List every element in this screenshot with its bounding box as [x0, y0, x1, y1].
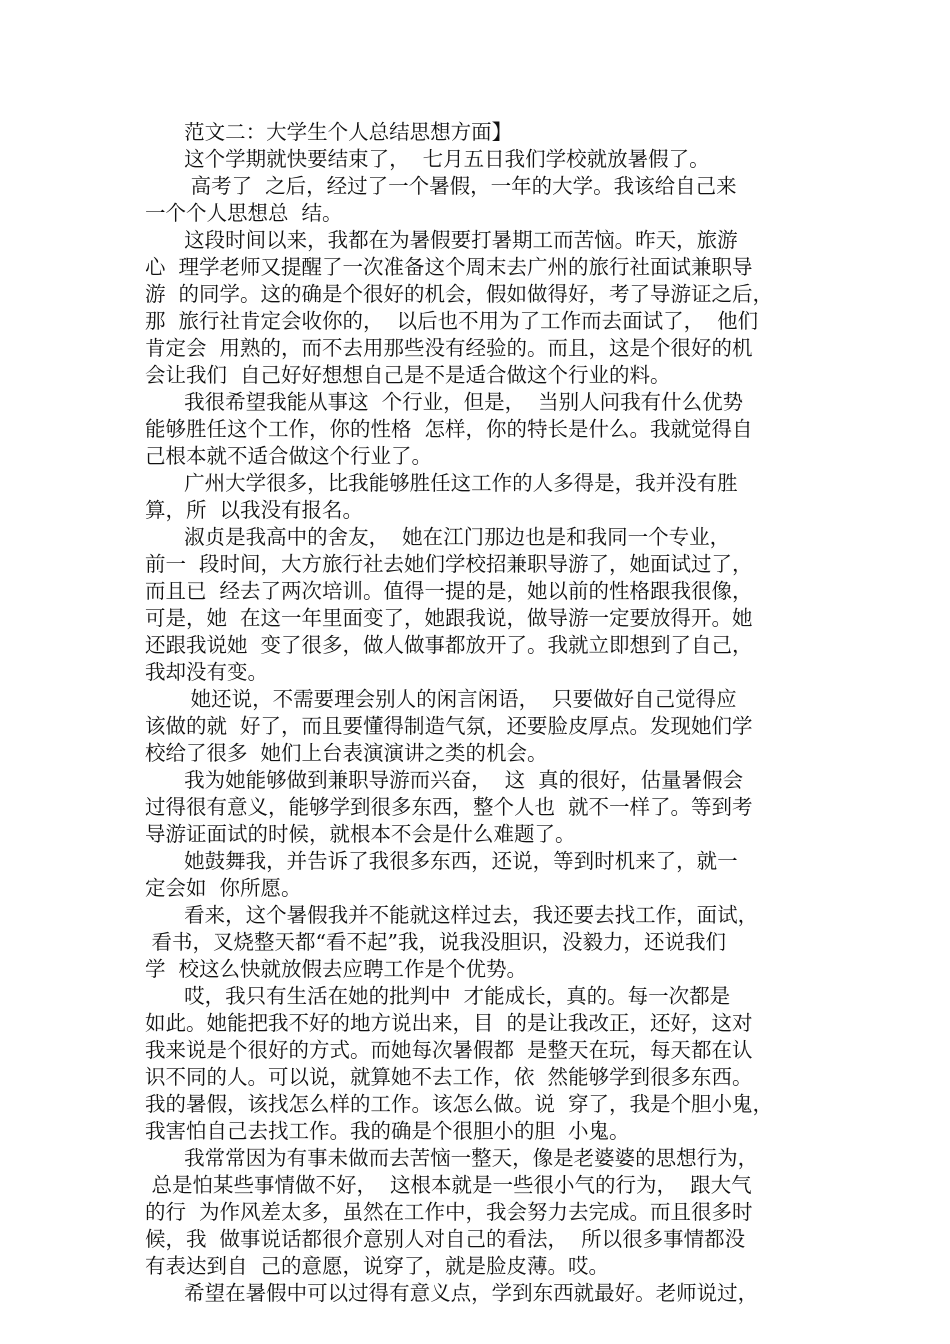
text-line: 总是怕某些事情做不好， 这根本就是一些很小气的行为， 跟大气 [145, 1173, 752, 1197]
text-line: 哎，我只有生活在她的批判中 才能成长，真的。每一次都是 [145, 984, 731, 1008]
text-line: 我害怕自己去找工作。我的确是个很胆小的胆 小鬼。 [145, 1119, 630, 1143]
text-line: 游 的同学。这的确是个很好的机会，假如做得好，考了导游证之后， [145, 282, 774, 306]
text-line: 希望在暑假中可以过得有意义点，学到东西就最好。老师说过， [145, 1281, 759, 1305]
text-line: 可是，她 在这一年里面变了，她跟我说，做导游一定要放得开。她 [145, 606, 753, 630]
text-line: 还跟我说她 变了很多，做人做事都放开了。我就立即想到了自己， [145, 633, 753, 657]
text-line: 会让我们 自己好好想想自己是不是适合做这个行业的料。 [145, 363, 671, 387]
text-line: 有表达到自 己的意愿，说穿了，就是脸皮薄。哎。 [145, 1254, 610, 1278]
text-line: 的行 为作风差太多，虽然在工作中，我会努力去完成。而且很多时 [145, 1200, 753, 1224]
text-line: 我却没有变。 [145, 660, 268, 684]
text-line: 算，所 以我没有报名。 [145, 498, 364, 522]
text-line: 候，我 做事说话都很介意别人对自己的看法， 所以很多事情都没 [145, 1227, 746, 1251]
text-line: 校给了很多 她们上台表演演讲之类的机会。 [145, 741, 548, 765]
text-line: 过得很有意义，能够学到很多东西，整个人也 就不一样了。等到考 [145, 795, 753, 819]
text-line: 一个个人思想总 结。 [145, 201, 343, 225]
text-line: 我很希望我能从事这 个行业，但是， 当别人问我有什么优势 [145, 390, 744, 414]
text-line: 广州大学很多，比我能够胜任这工作的人多得是，我并没有胜 [145, 471, 738, 495]
text-line: 这个学期就快要结束了， 七月五日我们学校就放暑假了。 [145, 147, 710, 171]
text-line: 看来，这个暑假我并不能就这样过去，我还要去找工作，面试， [145, 903, 759, 927]
text-line: 识不同的人。可以说，就算她不去工作，依 然能够学到很多东西。 [145, 1065, 753, 1089]
text-line: 她鼓舞我，并告诉了我很多东西，还说，等到时机来了，就一 [145, 849, 738, 873]
text-line: 学 校这么快就放假去应聘工作是个优势。 [145, 957, 528, 981]
text-line: 己根本就不适合做这个行业了。 [145, 444, 432, 468]
text-line: 我的暑假，该找怎么样的工作。该怎么做。说 穿了，我是个胆小鬼， [145, 1092, 774, 1116]
text-line: 她还说，不需要理会别人的闲言闲语， 只要做好自己觉得应 [145, 687, 737, 711]
text-line: 而且已 经去了两次培训。值得一提的是，她以前的性格跟我很像， [145, 579, 753, 603]
text-line: 我为她能够做到兼职导游而兴奋， 这 真的很好，估量暑假会 [145, 768, 744, 792]
text-line: 导游证面试的时候，就根本不会是什么难题了。 [145, 822, 576, 846]
text-line: 范文二：大学生个人总结思想方面】 [145, 120, 513, 144]
text-line: 心 理学老师又提醒了一次准备这个周末去广州的旅行社面试兼职导 [145, 255, 753, 279]
text-line: 这段时间以来，我都在为暑假要打暑期工而苦恼。昨天，旅游 [145, 228, 738, 252]
text-line: 我来说是个很好的方式。而她每次暑假都 是整天在玩，每天都在认 [145, 1038, 753, 1062]
text-line: 高考了 之后，经过了一个暑假，一年的大学。我该给自己来 [145, 174, 737, 198]
text-line: 该做的就 好了，而且要懂得制造气氛，还要脸皮厚点。发现她们学 [145, 714, 753, 738]
text-line: 能够胜任这个工作，你的性格 怎样，你的特长是什么。我就觉得自 [145, 417, 753, 441]
text-line: 前一 段时间，大方旅行社去她们学校招兼职导游了，她面试过了， [145, 552, 753, 576]
text-line: 那 旅行社肯定会收你的， 以后也不用为了工作而去面试了， 他们 [145, 309, 759, 333]
text-line: 看书，叉烧整天都“看不起”我，说我没胆识，没毅力，还说我们 [145, 930, 726, 954]
text-line: 定会如 你所愿。 [145, 876, 302, 900]
text-line: 肯定会 用熟的，而不去用那些没有经验的。而且，这是个很好的机 [145, 336, 753, 360]
text-line: 如此。她能把我不好的地方说出来，目 的是让我改正，还好，这对 [145, 1011, 753, 1035]
text-line: 我常常因为有事未做而去苦恼一整天，像是老婆婆的思想行为， [145, 1146, 759, 1170]
text-line: 淑贞是我高中的舍友， 她在江门那边也是和我同一个专业， [145, 525, 731, 549]
